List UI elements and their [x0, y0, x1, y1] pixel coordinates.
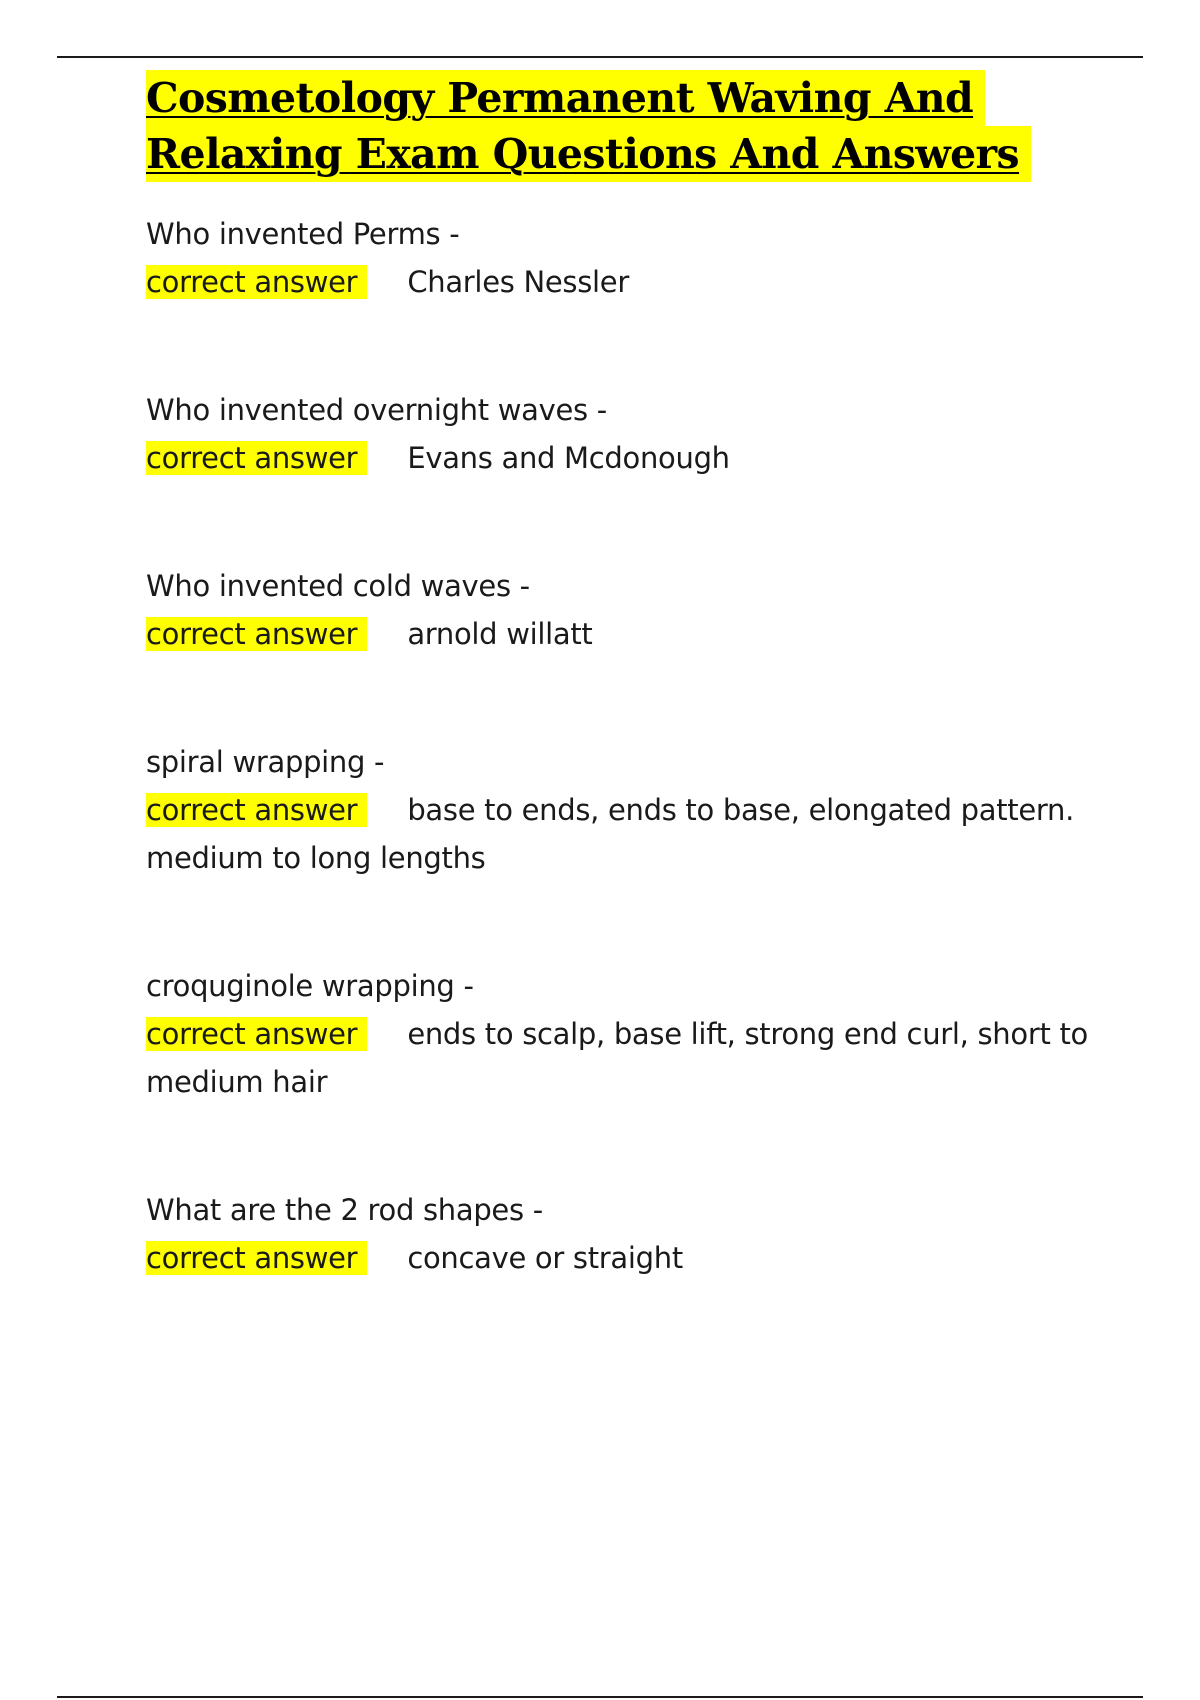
title-line-2: Relaxing Exam Questions And Answers [146, 126, 1031, 182]
answer-text: base to ends, ends to base, elongated pattern. medium to long lengths [146, 793, 1075, 875]
answer-tag: correct answer [146, 265, 367, 299]
qa-item [146, 1186, 1106, 1282]
document-body [146, 70, 1106, 1282]
answer-line [146, 786, 1106, 882]
document-title [146, 70, 1106, 182]
answer-line [146, 1234, 1106, 1282]
question-text: What are the 2 rod shapes - [146, 1193, 543, 1227]
answer-line [146, 1010, 1106, 1106]
qa-item [146, 562, 1106, 658]
bottom-divider [57, 1696, 1143, 1698]
top-divider [57, 56, 1143, 58]
answer-text: ends to scalp, base lift, strong end curl, short to medium hair [146, 1017, 1088, 1099]
question-text: Who invented overnight waves - [146, 393, 607, 427]
qa-item [146, 738, 1106, 882]
answer-text: Evans and Mcdonough [407, 441, 730, 475]
question-text: croquginole wrapping - [146, 969, 474, 1003]
answer-text: arnold willatt [407, 617, 593, 651]
title-line-1: Cosmetology Permanent Waving And [146, 70, 985, 126]
answer-tag: correct answer [146, 793, 367, 827]
answer-line [146, 258, 1106, 306]
qa-item [146, 386, 1106, 482]
qa-item [146, 962, 1106, 1106]
answer-line [146, 434, 1106, 482]
question-text: spiral wrapping - [146, 745, 385, 779]
answer-tag: correct answer [146, 1017, 367, 1051]
answer-line [146, 610, 1106, 658]
answer-tag: correct answer [146, 1241, 367, 1275]
qa-item [146, 210, 1106, 306]
answer-text: concave or straight [407, 1241, 683, 1275]
question-text: Who invented cold waves - [146, 569, 530, 603]
answer-tag: correct answer [146, 441, 367, 475]
answer-tag: correct answer [146, 617, 367, 651]
answer-text: Charles Nessler [407, 265, 629, 299]
question-text: Who invented Perms - [146, 217, 460, 251]
